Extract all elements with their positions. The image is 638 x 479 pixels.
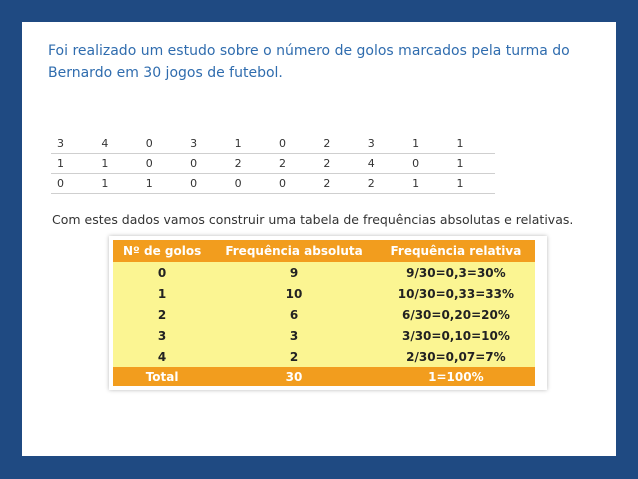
data-cell: 0 xyxy=(51,174,95,194)
data-cell: 2 xyxy=(317,134,361,154)
goals-cell: 0 xyxy=(113,262,211,283)
frequency-row xyxy=(113,346,535,367)
data-cell: 2 xyxy=(317,174,361,194)
goals-cell: 4 xyxy=(113,346,211,367)
data-cell: 1 xyxy=(229,134,273,154)
data-cell: 3 xyxy=(362,134,406,154)
data-cell: 0 xyxy=(140,154,184,174)
relative-cell: 3/30=0,10=10% xyxy=(377,325,535,346)
data-cell: 0 xyxy=(273,174,317,194)
absolute-cell: 10 xyxy=(211,283,377,304)
goals-cell: 1 xyxy=(113,283,211,304)
relative-cell: 2/30=0,07=7% xyxy=(377,346,535,367)
data-cell: 1 xyxy=(51,154,95,174)
data-cell: 1 xyxy=(406,174,450,194)
header-goals: Nº de golos xyxy=(113,240,211,262)
goals-cell: 2 xyxy=(113,304,211,325)
data-cell: 0 xyxy=(184,174,228,194)
relative-cell: 6/30=0,20=20% xyxy=(377,304,535,325)
data-cell: 0 xyxy=(229,174,273,194)
frequency-row xyxy=(113,262,535,283)
data-cell: 0 xyxy=(406,154,450,174)
data-cell: 0 xyxy=(273,134,317,154)
data-cell: 3 xyxy=(184,134,228,154)
slide xyxy=(22,22,616,456)
frequency-table xyxy=(113,240,535,386)
data-row xyxy=(51,134,495,154)
data-cell: 1 xyxy=(95,154,139,174)
lead-text: Com estes dados vamos construir uma tabela de frequências absolutas e relativas. xyxy=(52,212,574,227)
total-absolute: 30 xyxy=(211,367,377,386)
data-cell: 1 xyxy=(451,174,495,194)
header-absolute-frequency: Frequência absoluta xyxy=(211,240,377,262)
data-cell: 2 xyxy=(362,174,406,194)
absolute-cell: 6 xyxy=(211,304,377,325)
absolute-cell: 9 xyxy=(211,262,377,283)
frequency-row xyxy=(113,283,535,304)
frequency-total-row xyxy=(113,367,535,386)
absolute-cell: 3 xyxy=(211,325,377,346)
data-cell: 0 xyxy=(140,134,184,154)
data-cell: 2 xyxy=(229,154,273,174)
data-cell: 2 xyxy=(273,154,317,174)
absolute-cell: 2 xyxy=(211,346,377,367)
data-cell: 4 xyxy=(95,134,139,154)
data-cell: 1 xyxy=(451,134,495,154)
frequency-row xyxy=(113,325,535,346)
relative-cell: 10/30=0,33=33% xyxy=(377,283,535,304)
total-label: Total xyxy=(113,367,211,386)
intro-text: Foi realizado um estudo sobre o número de golos marcados pela turma do Bernardo em 30 jogos de futebol. xyxy=(48,43,570,81)
data-row xyxy=(51,174,495,194)
data-cell: 2 xyxy=(317,154,361,174)
data-cell: 3 xyxy=(51,134,95,154)
data-cell: 1 xyxy=(140,174,184,194)
data-cell: 1 xyxy=(95,174,139,194)
goals-cell: 3 xyxy=(113,325,211,346)
data-cell: 4 xyxy=(362,154,406,174)
frequency-table-frame xyxy=(109,236,547,390)
data-cell: 1 xyxy=(406,134,450,154)
frequency-row xyxy=(113,304,535,325)
goals-data-table xyxy=(51,134,495,194)
total-relative: 1=100% xyxy=(377,367,535,386)
header-relative-frequency: Frequência relativa xyxy=(377,240,535,262)
data-row xyxy=(51,154,495,174)
data-cell: 1 xyxy=(451,154,495,174)
data-cell: 0 xyxy=(184,154,228,174)
relative-cell: 9/30=0,3=30% xyxy=(377,262,535,283)
frequency-header-row xyxy=(113,240,535,262)
